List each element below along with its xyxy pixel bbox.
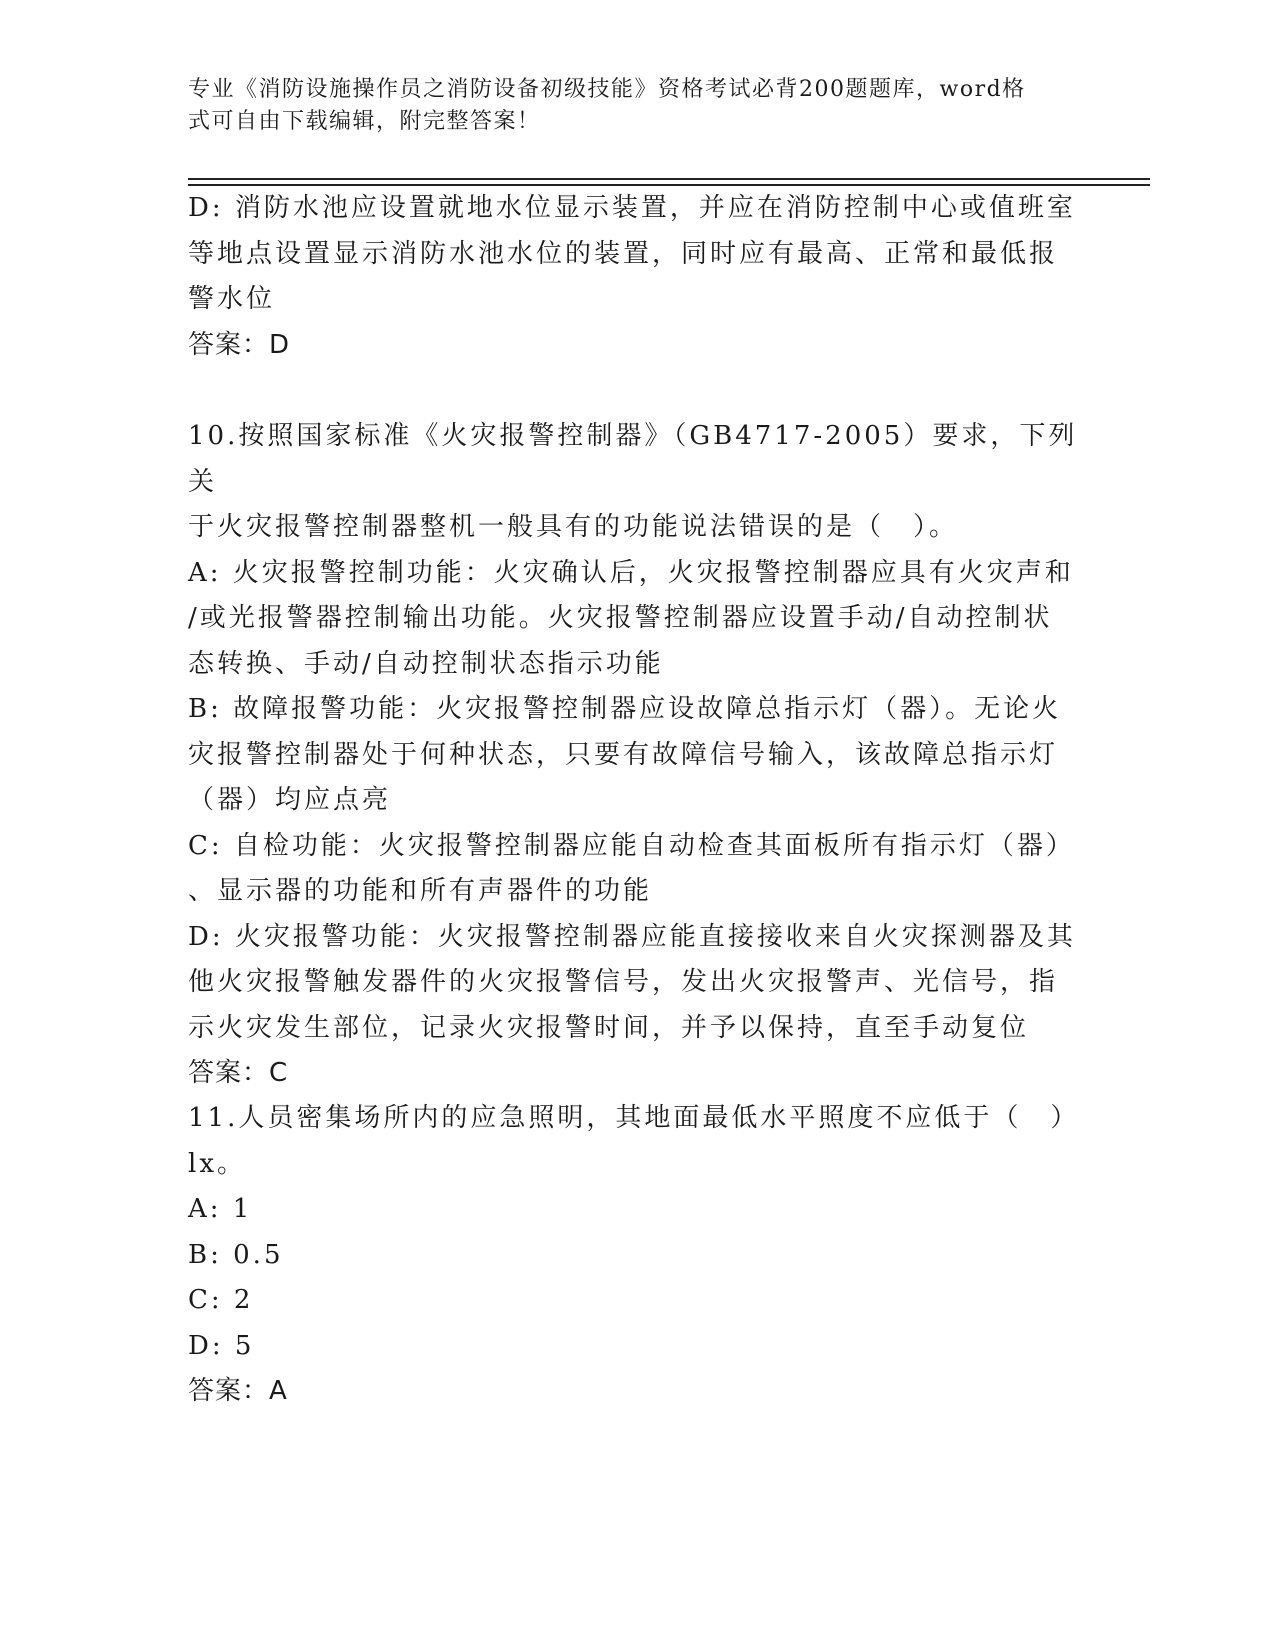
q10-option-d-line-3: 示火灾发生部位，记录火灾报警时间，并予以保持，直至手动复位 xyxy=(188,1012,1030,1043)
q9-answer: 答案：D xyxy=(188,329,291,360)
q11-option-c: C: 2 xyxy=(188,1285,254,1315)
q11-option-b: B: 0.5 xyxy=(188,1239,284,1270)
q11-stem-line-2: lx。 xyxy=(188,1148,246,1179)
question-11-block xyxy=(188,1096,1088,1415)
q10-option-a-line-3: 态转换、手动/自动控制状态指示功能 xyxy=(188,648,664,679)
q10-option-b-line-3: （器）均应点亮 xyxy=(188,785,392,815)
q10-option-b-line-1: B: 故障报警功能：火灾报警控制器应设故障总指示灯（器）。无论火 xyxy=(188,694,1062,724)
q10-option-d-line-1: D: 火灾报警功能：火灾报警控制器应能直接接收来自火灾探测器及其 xyxy=(188,921,1076,952)
header-divider-top xyxy=(188,178,1150,180)
q10-option-a-line-1: A: 火灾报警控制功能：火灾确认后，火灾报警控制器应具有火灾声和 xyxy=(188,557,1074,588)
q10-option-c-line-1: C: 自检功能：火灾报警控制器应能自动检查其面板所有指示灯（器） xyxy=(188,830,1075,861)
question-9-block xyxy=(188,186,1088,368)
q10-option-d-line-2: 他火灾报警触发器件的火灾报警信号，发出火灾报警声、光信号，指 xyxy=(188,967,1059,997)
q11-stem-line-1: 11.人员密集场所内的应急照明，其地面最低水平照度不应低于（ ） xyxy=(188,1103,1080,1133)
q11-answer: 答案：A xyxy=(188,1376,288,1406)
q10-stem-line-1: 10.按照国家标准《火灾报警控制器》（GB4717-2005）要求，下列关 xyxy=(188,421,1078,497)
q11-option-d: D: 5 xyxy=(188,1330,255,1361)
q10-option-c-line-2: 、显示器的功能和所有声器件的功能 xyxy=(188,876,653,906)
document-header xyxy=(188,74,1068,138)
q10-option-b-line-2: 灾报警控制器处于何种状态，只要有故障信号输入，该故障总指示灯 xyxy=(188,739,1059,770)
q11-option-a: A: 1 xyxy=(188,1194,253,1224)
header-line-2: 式可自由下载编辑，附完整答案！ xyxy=(188,109,541,134)
q10-option-a-line-2: /或光报警器控制输出功能。火灾报警控制器应设置手动/自动控制状 xyxy=(188,603,1053,633)
q10-answer: 答案：C xyxy=(188,1058,289,1088)
question-10-block xyxy=(188,414,1088,1097)
q9-option-d-line-2: 等地点设置显示消防水池水位的装置，同时应有最高、正常和最低报 xyxy=(188,238,1059,269)
q9-option-d-line-3: 警水位 xyxy=(188,284,276,314)
q10-stem-line-2: 于火灾报警控制器整机一般具有的功能说法错误的是（ ）。 xyxy=(188,512,959,542)
q9-option-d-line-1: D: 消防水池应设置就地水位显示装置，并应在消防控制中心或值班室 xyxy=(188,193,1076,223)
header-line-1: 专业《消防设施操作员之消防设备初级技能》资格考试必背200题题库，word格 xyxy=(188,77,1026,102)
